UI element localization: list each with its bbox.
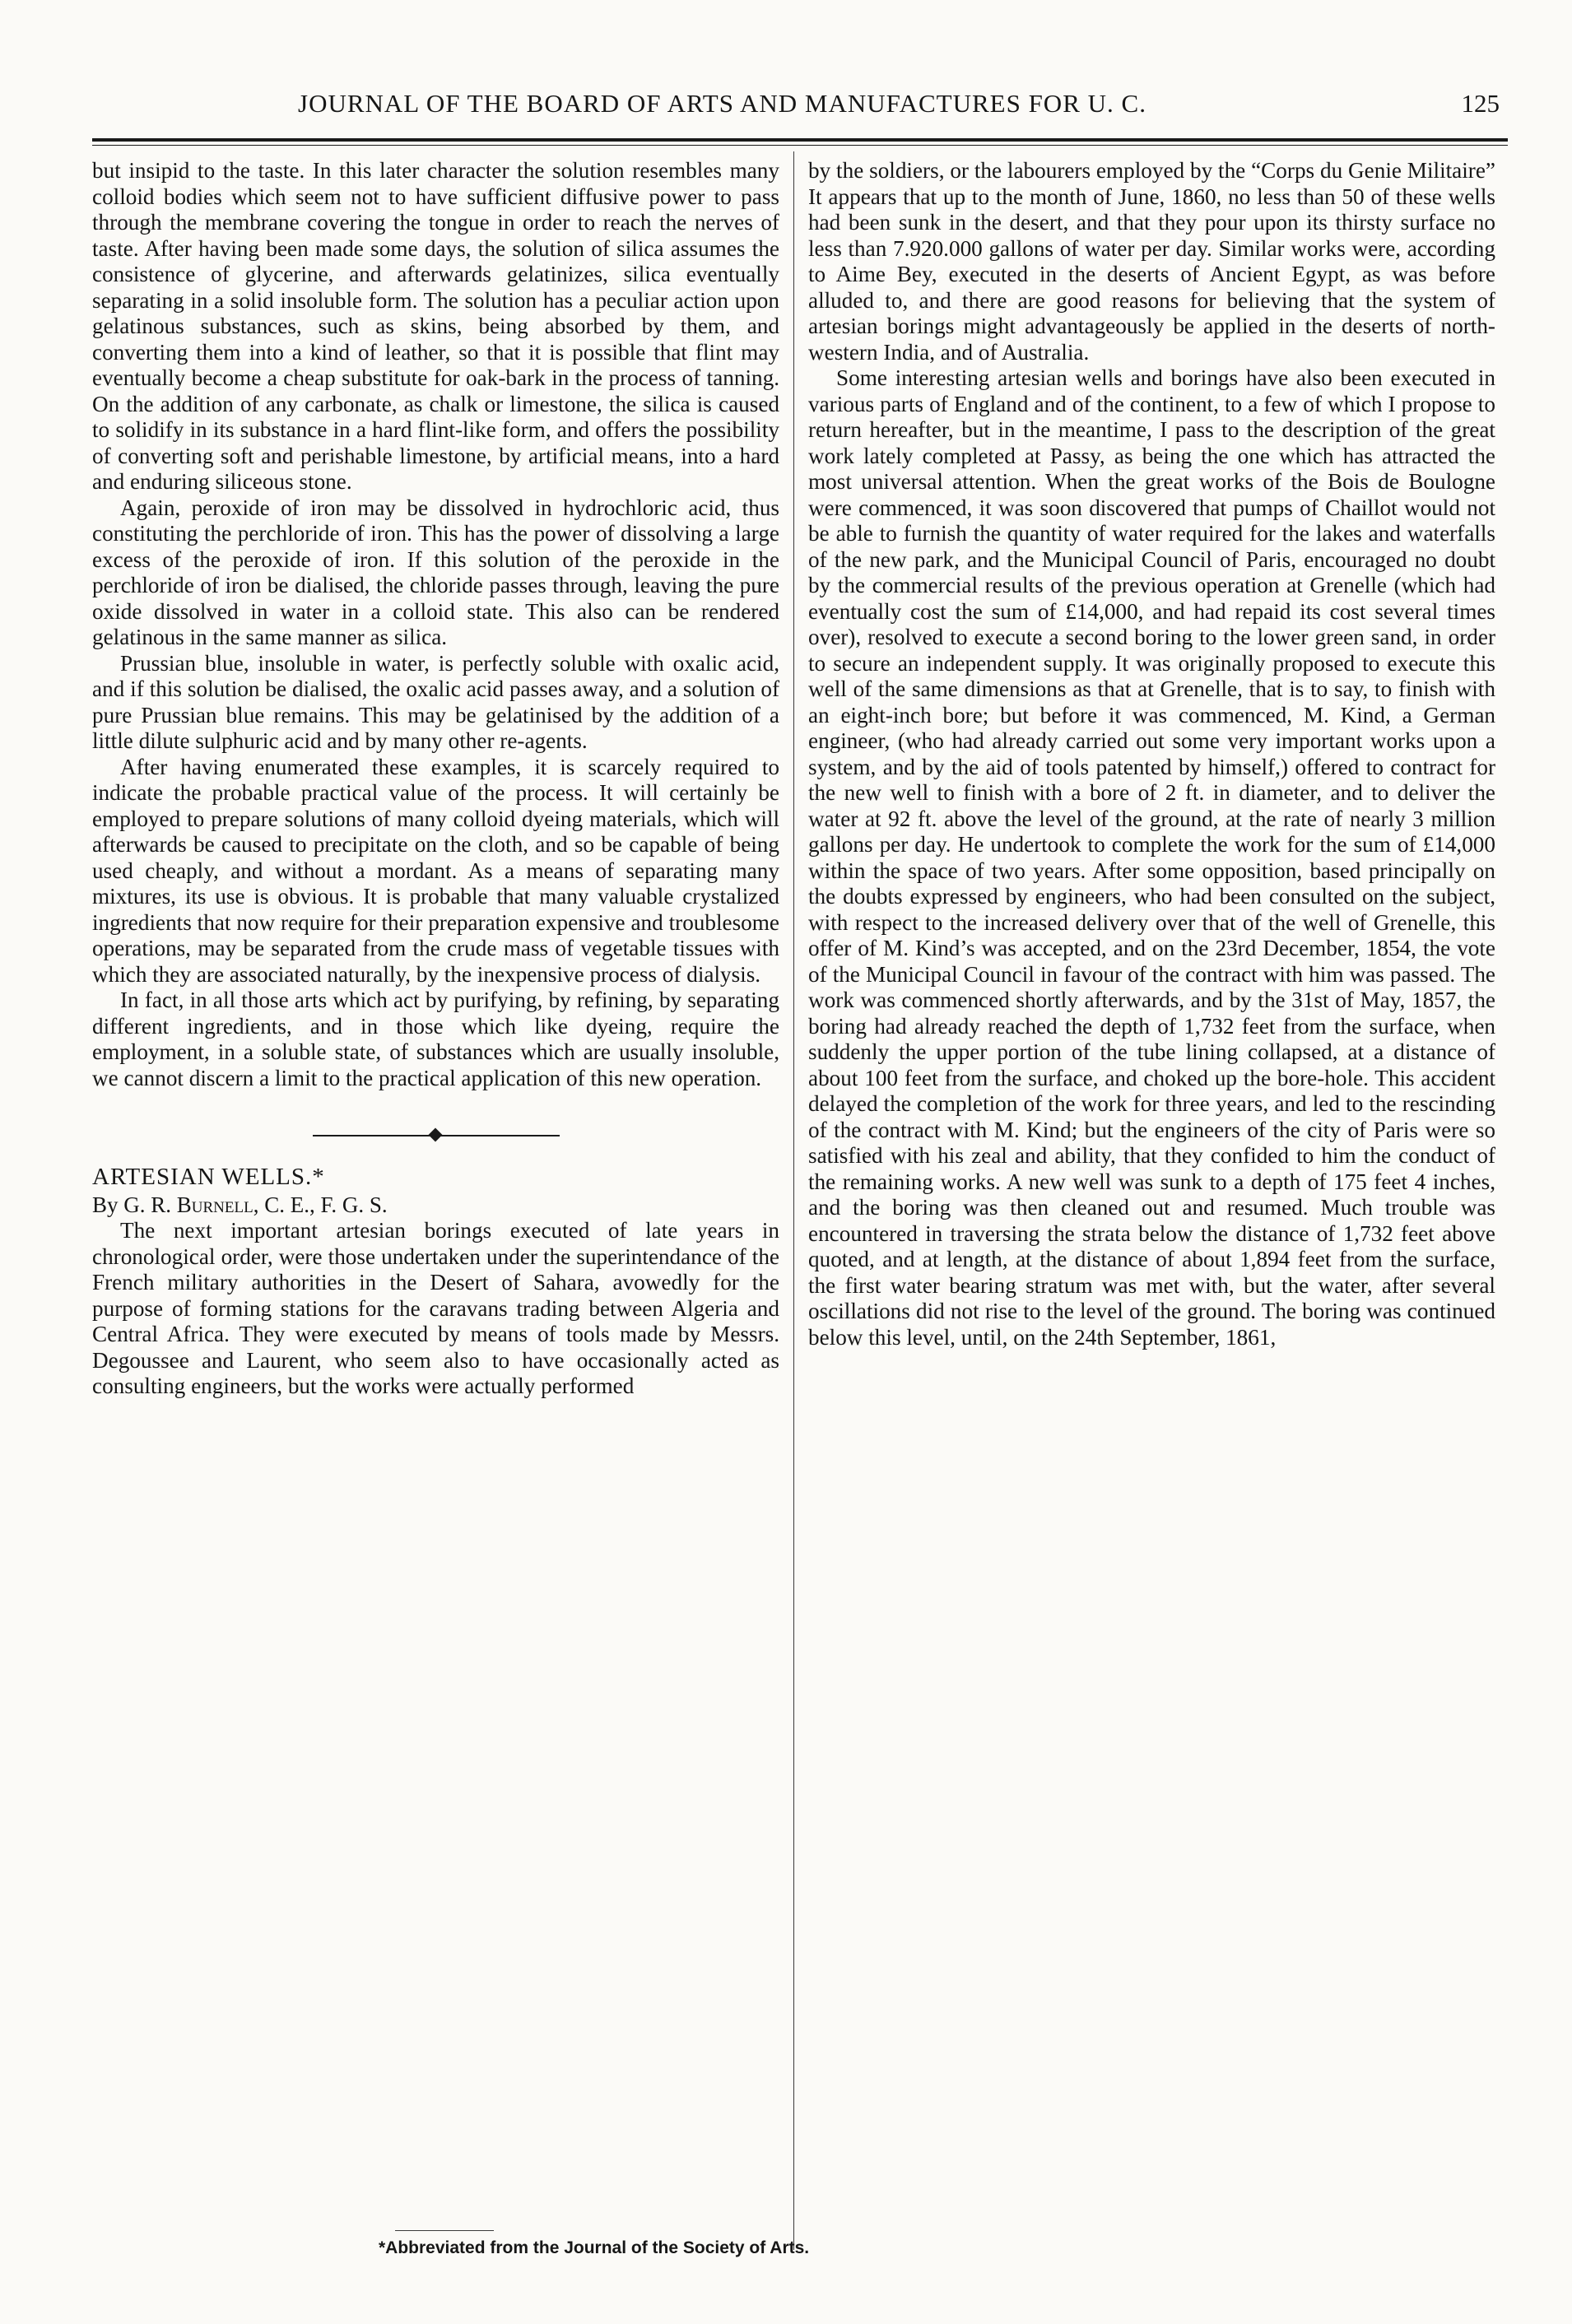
paragraph: In fact, in all those arts which act by purifying, by refining, by separating different ingredients, and in those which like dyeing, require the employment, in a soluble state, of substances which are usually insoluble, we cannot discern a limit to the practical application of this new operation. bbox=[92, 988, 779, 1090]
right-column bbox=[808, 158, 1495, 1350]
page-number: 125 bbox=[1461, 89, 1500, 118]
paragraph: but insipid to the taste. In this later character the solution resembles many colloid bodies which seem not to have sufficient diffusive power to pass through the membrane covering the tongue in order to reach the nerves of taste. After having been made some days, the solution of silica assumes the consistence of glycerine, and afterwards gelatinizes, silica eventually separating in a solid insoluble form. The solution has a peculiar action upon gelatinous substances, such as skins, being absorbed by them, and converting them into a kind of leather, so that it is possible that flint may eventually become a cheap substitute for oak-bark in the process of tanning. On the addition of any carbonate, as chalk or limestone, the silica is caused to solidify in its substance in a hard flint-like form, and offers the possibility of converting soft and perishable limestone, by artificial means, into a hard and enduring siliceous stone. bbox=[92, 158, 779, 494]
footnote-rule bbox=[395, 2230, 494, 2231]
ornament-diamond-icon bbox=[428, 1128, 442, 1142]
header-rule-thin bbox=[92, 145, 1508, 146]
section-title: ARTESIAN WELLS.* bbox=[92, 1164, 325, 1190]
running-title: JOURNAL OF THE BOARD OF ARTS AND MANUFACTURES FOR U. C. bbox=[298, 89, 1146, 118]
byline-suffix: , C. E., F. G. S. bbox=[253, 1192, 388, 1217]
section-ornament bbox=[313, 1127, 560, 1144]
paragraph: Prussian blue, insoluble in water, is perfectly soluble with oxalic acid, and if this solution be dialised, the oxalic acid passes away, and a solution of pure Prussian blue remains. This may be gelatinised by the addition of a little dilute sulphuric acid and by many other re-agents. bbox=[92, 650, 779, 753]
paragraph: Again, peroxide of iron may be dissolved in hydrochloric acid, thus constituting the perchloride of iron. This has the power of dissolving a large excess of the peroxide of iron. If this solution of the peroxide in the perchloride of iron be dialised, the chloride passes through, leaving the pure oxide dissolved in water in a colloid state. This also can be rendered gelatinous in the same manner as silica. bbox=[92, 495, 779, 649]
page-header bbox=[92, 89, 1508, 130]
paragraph: Some interesting artesian wells and borings have also been executed in various parts of England and of the continent, to a few of which I propose to return hereafter, but in the meantime, I pass to the description of the great work lately completed at Passy, as being the one which has attracted the most universal attention. When the great works of the Bois de Boulogne were commenced, it was soon discovered that pumps of Chaillot would not be able to furnish the quantity of water required for the lakes and waterfalls of the new park, and the Municipal Council of Paris, encouraged no doubt by the commercial results of the previous operation at Grenelle (which had eventually cost the sum of £14,000, and had repaid its cost several times over), resolved to execute a second boring to the lower green sand, in order to secure an independent supply. It was originally proposed to execute this well of the same dimensions as that at Grenelle, that is to say, to finish with an eight-inch bore; but before it was commenced, M. Kind, a German engineer, (who had already carried out some very important works upon a system, and by the aid of tools patented by himself,) offered to contract for the new well to finish with a bore of 2 ft. in diameter, and to deliver the water at 92 ft. above the level of the ground, at the rate of nearly 3 million gallons per day. He undertook to complete the work for the sum of £14,000 within the space of two years. After some opposition, based principally on the doubts expressed by engineers, who had been consulted on the subject, with respect to the increased delivery over that of the well of Grenelle, this offer of M. Kind’s was accepted, and on the 23rd December, 1854, the vote of the Municipal Council in favour of the contract with him was passed. The work was commenced shortly afterwards, and by the 31st of May, 1857, the boring had already reached the depth of 1,732 feet from the surface, when suddenly the upper portion of the tube lining collapsed, at a distance of about 100 feet from the surface, and choked up the bore-hole. This accident delayed the completion of the work for three years, and led to the rescinding of the contract with M. Kind; but the engineers of the city of Paris were so satisfied with his zeal and ability, that they confided to him the conduct of the remaining works. A new well was sunk to a depth of 175 feet 4 inches, and the boring was then cleaned out and resumed. Much trouble was encountered in traversing the strata below the distance of 1,732 feet above quoted, and at length, at the distance of about 1,894 feet from the surface, the first water bearing stratum was met with, but the water, after several oscillations did not rise to the level of the ground. The boring was continued below this level, until, on the 24th September, 1861, bbox=[808, 365, 1495, 1350]
byline-author: Burnell bbox=[176, 1192, 253, 1217]
footnote: *Abbreviated from the Journal of the Society of Arts. bbox=[379, 2238, 810, 2257]
paragraph: After having enumerated these examples, it is scarcely required to indicate the probable practical value of the process. It will certainly be employed to prepare solutions of many colloid dyeing materials, which will afterwards be caused to precipitate on the cloth, and so be capable of being used cheaply, and without a mordant. As a means of separating many mixtures, its use is obvious. It is probable that many valuable crystalized ingredients that now require for their preparation expensive and troublesome operations, may be separated from the crude mass of vegetable tissues with which they are associated naturally, by the inexpensive process of dialysis. bbox=[92, 754, 779, 987]
paragraph: The next important artesian borings executed of late years in chronological order, were those undertaken under the superintendance of the French military authorities in the Desert of Sahara, avowedly for the purpose of forming stations for the caravans trading between Algeria and Central Africa. They were executed by means of tools made by Messrs. Degoussee and Laurent, who seem also to have occasionally acted as consulting engineers, but the works were actually performed bbox=[92, 1218, 779, 1398]
paragraph: by the soldiers, or the labourers employed by the “Corps du Genie Militaire” It appears that up to the month of June, 1860, no less than 50 of these wells had been sunk in the desert, and that they pour upon its thirsty surface no less than 7.920.000 gallons of water per day. Similar works were, according to Aime Bey, executed in the deserts of Ancient Egypt, as was before alluded to, and there are good reasons for believing that the system of artesian borings might advantageously be applied in the deserts of north-western India, and of Australia. bbox=[808, 158, 1495, 365]
left-column bbox=[92, 158, 779, 1400]
byline-prefix: By G. R. bbox=[92, 1192, 177, 1217]
article-byline bbox=[92, 1192, 779, 1218]
header-rule-thick bbox=[92, 138, 1508, 142]
column-divider bbox=[793, 151, 794, 2250]
